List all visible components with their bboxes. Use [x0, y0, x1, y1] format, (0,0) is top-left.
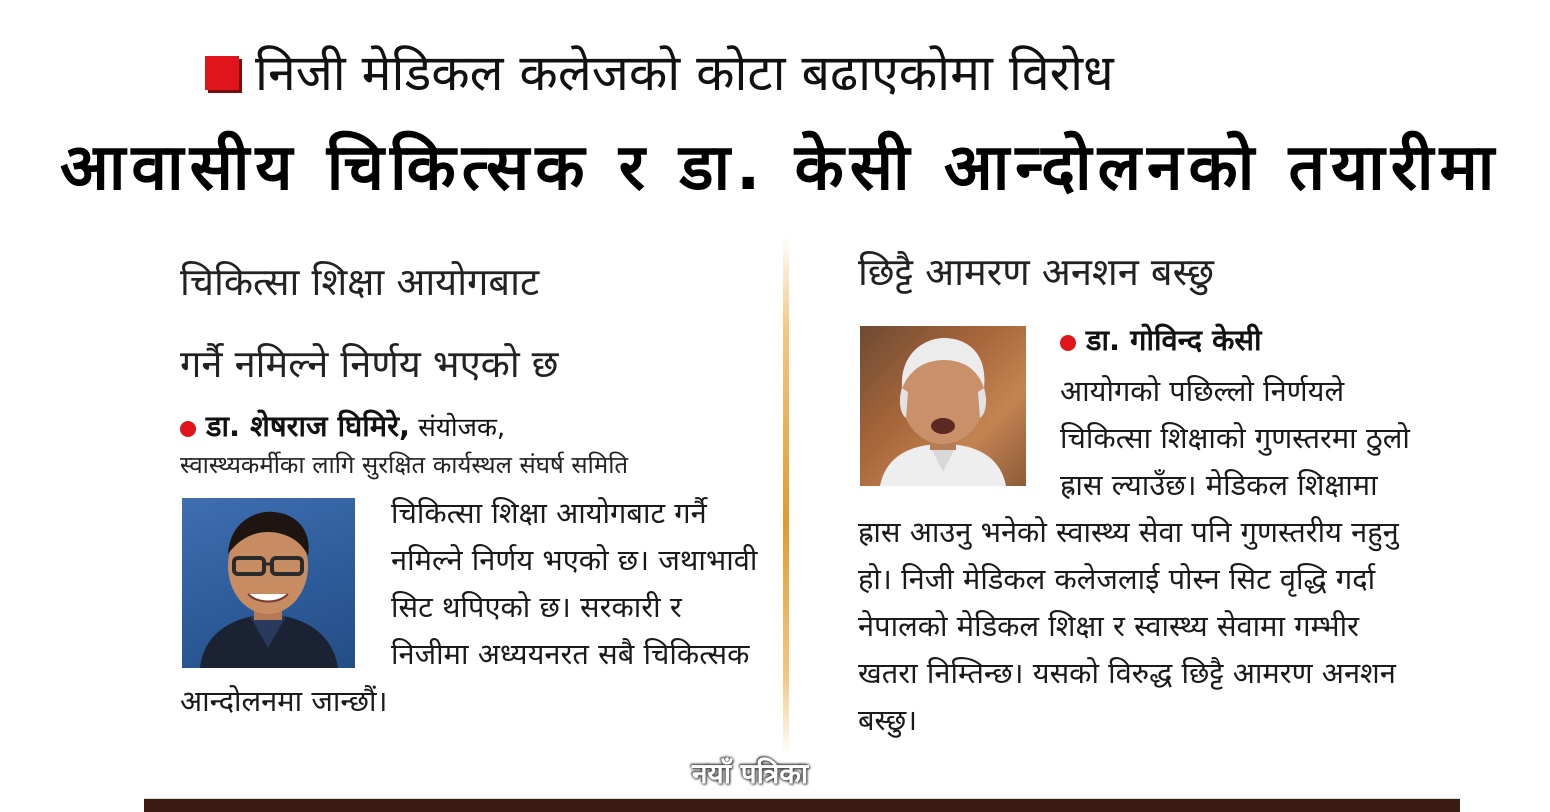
left-byline-role: संयोजक,	[418, 413, 506, 443]
red-bullet-icon	[180, 421, 196, 437]
column-divider	[783, 235, 789, 755]
red-bullet-icon	[1060, 335, 1076, 351]
left-title-line-1: चिकित्सा शिक्षा आयोगबाट	[180, 260, 540, 304]
left-affiliation: स्वास्थ्यकर्मीका लागि सुरक्षित कार्यस्थल संघर्ष समिति	[180, 451, 629, 479]
page-header	[0, 0, 1550, 230]
right-byline-name: डा. गोविन्द केसी	[1086, 323, 1262, 357]
right-body-text: आयोगको पछिल्लो निर्णयले चिकित्सा शिक्षाको गुणस्तरमा ठुलो ह्रास ल्याउँछ। मेडिकल शिक्षामा ह्रास आउनु भनेको स्वास्थ्य सेवा पनि गुणस्तरीय नहुनु हो। निजी मेडिकल कलेजलाई पोस्न सिट वृद्धि गर्दा नेपालको मेडिकल शिक्षा र स्वास्थ्य सेवामा गम्भीर खतरा निम्तिन्छ। यसको विरुद्ध छिट्टै आमरण अनशन बस्छु।	[858, 374, 1410, 737]
kicker-line	[205, 38, 1114, 108]
left-article	[180, 230, 760, 770]
portrait-illustration	[182, 498, 355, 668]
left-byline-name: डा. शेषराज घिमिरे,	[206, 409, 410, 443]
publication-watermark: नयाँ पत्रिका	[692, 757, 809, 790]
kicker-text: निजी मेडिकल कलेजको कोटा बढाएकोमा विरोध	[255, 44, 1114, 102]
right-article	[858, 230, 1418, 770]
right-title: छिट्टै आमरण अनशन बस्छु	[858, 250, 1215, 294]
main-headline: आवासीय चिकित्सक र डा. केसी आन्दोलनको तयारीमा	[60, 131, 1501, 205]
left-byline	[180, 406, 760, 448]
left-body-text: चिकित्सा शिक्षा आयोगबाट गर्नै नमिल्ने निर्णय भएको छ। जथाभावी सिट थपिएको छ। सरकारी र निजीमा अध्ययनरत सबै चिकित्सक आन्दोलनमा जान्छौं।	[180, 496, 758, 718]
red-square-icon	[205, 56, 239, 90]
portrait-illustration	[860, 326, 1026, 486]
left-portrait-photo	[182, 498, 355, 668]
left-title-line-2: गर्नै नमिल्ने निर्णय भएको छ	[180, 342, 559, 386]
bottom-bar	[144, 798, 1460, 812]
right-portrait-photo	[860, 326, 1026, 486]
